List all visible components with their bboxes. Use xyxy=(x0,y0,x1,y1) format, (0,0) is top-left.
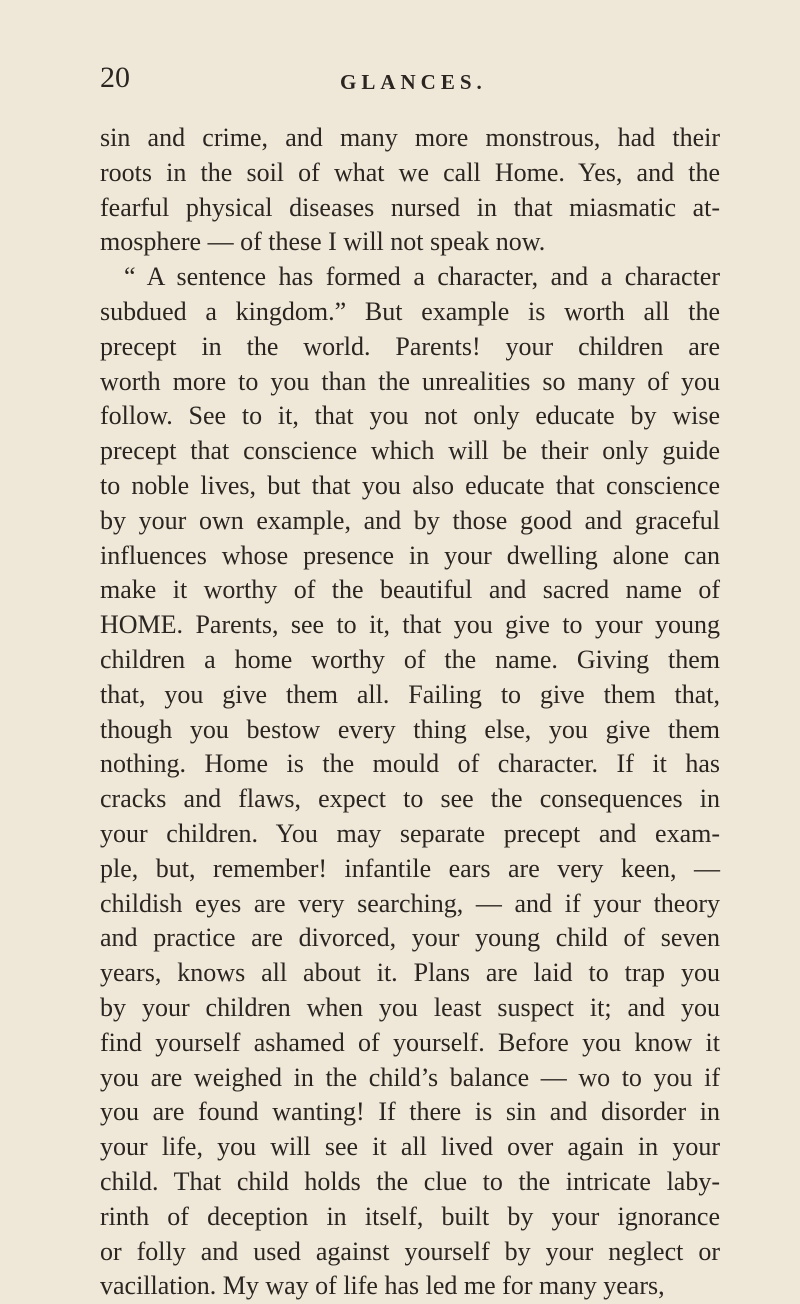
text-line: and practice are divorced, your young child of seven xyxy=(100,923,720,953)
text-line: childish eyes are very searching, — and if your theory xyxy=(100,888,720,918)
text-line: by your children when you least suspect it; and you xyxy=(100,992,720,1022)
text-line: worth more to you than the unrealities so many of you xyxy=(100,366,720,396)
text-line: “ A sentence has formed a character, and a character xyxy=(124,262,720,292)
text-line: fearful physical diseases nursed in that miasmatic at- xyxy=(100,192,720,222)
text-line: or folly and used against yourself by your neglect or xyxy=(100,1236,720,1266)
text-line: though you bestow every thing else, you give them xyxy=(100,714,720,744)
text-line: years, knows all about it. Plans are laid to trap you xyxy=(100,958,720,988)
text-line: HOME. Parents, see to it, that you give to your young xyxy=(100,610,720,640)
text-line: make it worthy of the beautiful and sacred name of xyxy=(100,575,720,605)
text-line: roots in the soil of what we call Home. Yes, and the xyxy=(100,157,720,187)
text-line: you are weighed in the child’s balance — wo to you if xyxy=(100,1062,720,1092)
text-line: ple, but, remember! infantile ears are very keen, — xyxy=(100,853,720,883)
text-line: you are found wanting! If there is sin and disorder in xyxy=(100,1097,720,1127)
page-number: 20 xyxy=(100,61,130,94)
text-line: to noble lives, but that you also educate that conscience xyxy=(100,470,720,500)
text-line: precept in the world. Parents! your children are xyxy=(100,331,720,361)
text-line: influences whose presence in your dwelling alone can xyxy=(100,540,720,570)
text-line: your children. You may separate precept and exam- xyxy=(100,818,720,848)
page-header xyxy=(100,58,720,98)
running-head: GLANCES. xyxy=(340,70,487,94)
text-line: nothing. Home is the mould of character. If it has xyxy=(100,749,720,779)
text-line: mosphere — of these I will not speak now. xyxy=(100,227,546,257)
text-line: sin and crime, and many more monstrous, had their xyxy=(100,123,720,152)
text-line: by your own example, and by those good and graceful xyxy=(100,505,720,535)
text-line: children a home worthy of the name. Giving them xyxy=(100,644,720,674)
text-line: that, you give them all. Failing to give them that, xyxy=(100,679,720,709)
text-line: child. That child holds the clue to the intricate laby- xyxy=(100,1166,720,1196)
text-line: your life, you will see it all lived over again in your xyxy=(100,1132,720,1162)
text-line: find yourself ashamed of yourself. Before you know it xyxy=(100,1027,720,1057)
text-line: vacillation. My way of life has led me for many years, xyxy=(100,1271,665,1301)
text-line: follow. See to it, that you not only educate by wise xyxy=(100,401,720,431)
text-line: cracks and flaws, expect to see the consequences in xyxy=(100,784,720,814)
text-line: subdued a kingdom.” But example is worth all the xyxy=(100,296,720,326)
text-line: precept that conscience which will be their only guide xyxy=(100,436,720,466)
body-text xyxy=(100,121,720,1304)
text-line: rinth of deception in itself, built by your ignorance xyxy=(100,1201,720,1231)
